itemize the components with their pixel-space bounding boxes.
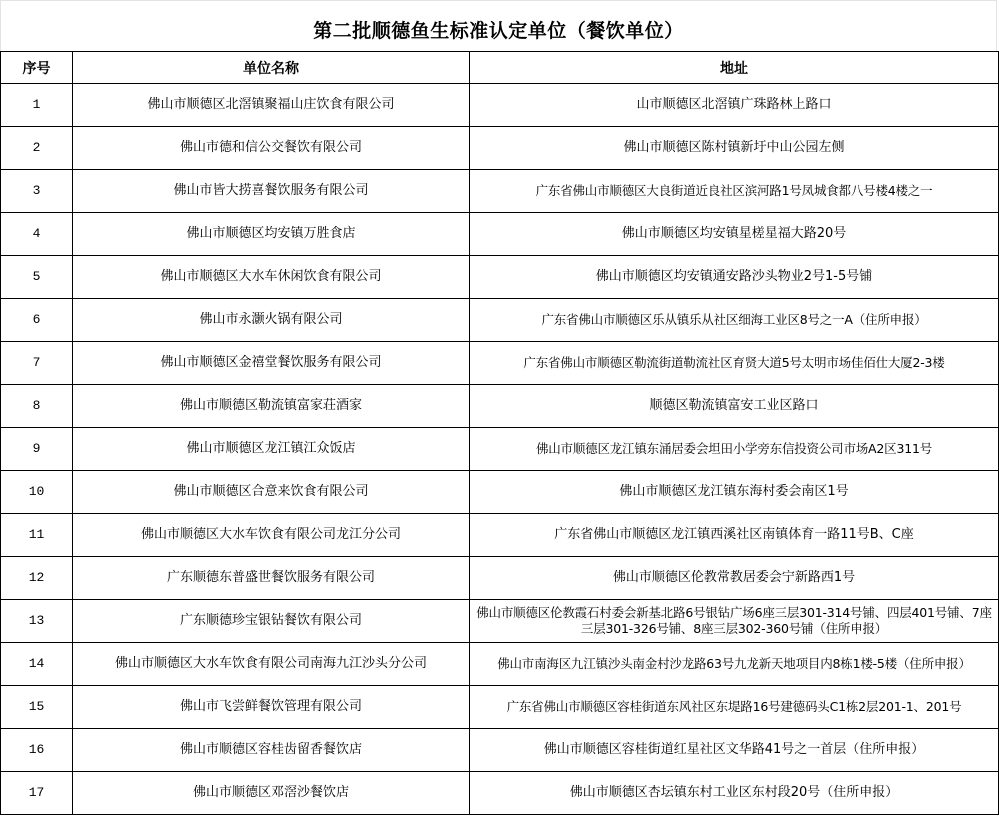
- unit-name: 佛山市顺德区大水车饮食有限公司南海九江沙头分公司: [73, 643, 470, 686]
- header-address: 地址: [470, 52, 999, 84]
- row-number: 16: [1, 729, 73, 772]
- row-number: 11: [1, 514, 73, 557]
- unit-address: 山市顺德区北滘镇广珠路林上路口: [470, 84, 999, 127]
- unit-address: 佛山市南海区九江镇沙头南金村沙龙路63号九龙新天地项目内8栋1楼-5楼（住所申报）: [470, 643, 999, 686]
- unit-name: 佛山市顺德区大水车饮食有限公司龙江分公司: [73, 514, 470, 557]
- unit-address: 广东省佛山市顺德区龙江镇西溪社区南镇体育一路11号B、C座: [470, 514, 999, 557]
- unit-address: 广东省佛山市顺德区勒流街道勒流社区育贤大道5号太明市场佳佰仕大厦2-3楼: [470, 342, 999, 385]
- table-row: [1, 213, 999, 256]
- unit-address: 广东省佛山市顺德区乐从镇乐从社区细海工业区8号之一A（住所申报）: [470, 299, 999, 342]
- unit-name: 广东顺德东普盛世餐饮服务有限公司: [73, 557, 470, 600]
- unit-name: 佛山市顺德区北滘镇聚福山庄饮食有限公司: [73, 84, 470, 127]
- unit-name: 佛山市德和信公交餐饮有限公司: [73, 127, 470, 170]
- unit-address: 佛山市顺德区均安镇星槎星福大路20号: [470, 213, 999, 256]
- header-unit-name: 单位名称: [73, 52, 470, 84]
- unit-name: 佛山市顺德区均安镇万胜食店: [73, 213, 470, 256]
- row-number: 17: [1, 772, 73, 815]
- table-row: [1, 127, 999, 170]
- table-row: [1, 256, 999, 299]
- row-number: 5: [1, 256, 73, 299]
- row-number: 8: [1, 385, 73, 428]
- unit-address: 顺德区勒流镇富安工业区路口: [470, 385, 999, 428]
- table-row: [1, 84, 999, 127]
- header-no: 序号: [1, 52, 73, 84]
- table-header-row: [1, 52, 999, 84]
- table-row: [1, 428, 999, 471]
- table-row: [1, 299, 999, 342]
- table-row: [1, 643, 999, 686]
- table-row: [1, 686, 999, 729]
- unit-name: 佛山市永灏火锅有限公司: [73, 299, 470, 342]
- unit-address: 佛山市顺德区均安镇通安路沙头物业2号1-5号铺: [470, 256, 999, 299]
- unit-address: 佛山市顺德区杏坛镇东村工业区东村段20号（住所申报）: [470, 772, 999, 815]
- unit-address: 佛山市顺德区龙江镇东海村委会南区1号: [470, 471, 999, 514]
- table-row: [1, 342, 999, 385]
- row-number: 10: [1, 471, 73, 514]
- unit-address: 佛山市顺德区伦教常教居委会宁新路西1号: [470, 557, 999, 600]
- table-row: [1, 170, 999, 213]
- row-number: 2: [1, 127, 73, 170]
- row-number: 9: [1, 428, 73, 471]
- unit-address: 佛山市顺德区陈村镇新圩中山公园左侧: [470, 127, 999, 170]
- unit-name: 佛山市顺德区金禧堂餐饮服务有限公司: [73, 342, 470, 385]
- row-number: 3: [1, 170, 73, 213]
- unit-name: 佛山市顺德区大水车休闲饮食有限公司: [73, 256, 470, 299]
- table-row: [1, 471, 999, 514]
- table-row: [1, 729, 999, 772]
- row-number: 14: [1, 643, 73, 686]
- row-number: 6: [1, 299, 73, 342]
- unit-name: 佛山市顺德区勒流镇富家荘酒家: [73, 385, 470, 428]
- unit-address: 佛山市顺德区容桂街道红星社区文华路41号之一首层（住所申报）: [470, 729, 999, 772]
- table-row: [1, 385, 999, 428]
- unit-address: 广东省佛山市顺德区大良街道近良社区滨河路1号凤城食都八号楼4楼之一: [470, 170, 999, 213]
- unit-name: 佛山市顺德区龙江镇江众饭店: [73, 428, 470, 471]
- row-number: 12: [1, 557, 73, 600]
- unit-name: 佛山市皆大捞喜餐饮服务有限公司: [73, 170, 470, 213]
- unit-name: 广东顺德珍宝银钻餐饮有限公司: [73, 600, 470, 643]
- row-number: 15: [1, 686, 73, 729]
- certified-units-table: [0, 51, 999, 815]
- document-title: 第二批顺德鱼生标准认定单位（餐饮单位）: [313, 19, 684, 42]
- unit-name: 佛山市顺德区容桂齿留香餐饮店: [73, 729, 470, 772]
- table-row: [1, 514, 999, 557]
- unit-name: 佛山市顺德区邓滘沙餐饮店: [73, 772, 470, 815]
- table-row: [1, 557, 999, 600]
- row-number: 1: [1, 84, 73, 127]
- unit-address: 佛山市顺德区伦教霞石村委会新基北路6号银钻广场6座三层301-314号铺、四层401号铺、7座三层301-326号铺、8座三层302-360号铺（住所申报）: [470, 600, 999, 643]
- unit-name: 佛山市顺德区合意来饮食有限公司: [73, 471, 470, 514]
- table-row: [1, 772, 999, 815]
- unit-address: 广东省佛山市顺德区容桂街道东风社区东堤路16号建德码头C1栋2层201-1、201号: [470, 686, 999, 729]
- unit-address: 佛山市顺德区龙江镇东涌居委会坦田小学旁东信投资公司市场A2区311号: [470, 428, 999, 471]
- row-number: 7: [1, 342, 73, 385]
- row-number: 13: [1, 600, 73, 643]
- unit-name: 佛山市飞尝鲜餐饮管理有限公司: [73, 686, 470, 729]
- table-row: [1, 600, 999, 643]
- row-number: 4: [1, 213, 73, 256]
- document-title-bar: [0, 0, 997, 51]
